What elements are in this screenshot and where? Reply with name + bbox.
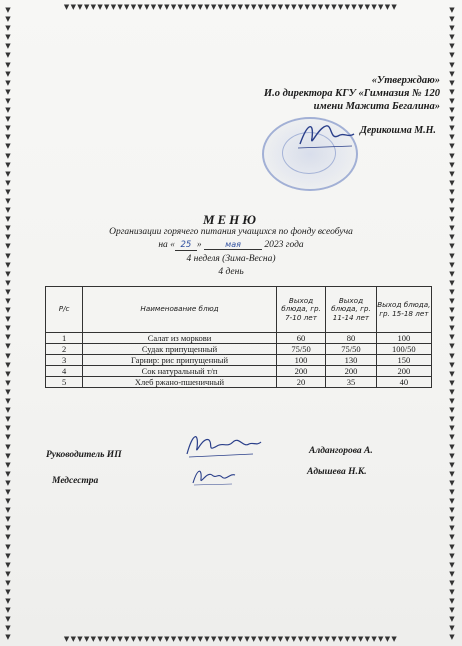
portion-11-14: 200 xyxy=(326,366,376,377)
portion-15-18: 40 xyxy=(376,377,431,388)
portion-11-14: 80 xyxy=(326,333,376,344)
page-title: МЕНЮ xyxy=(202,212,260,227)
portion-11-14: 130 xyxy=(326,355,376,366)
portion-15-18: 100/50 xyxy=(376,344,431,355)
portion-15-18: 200 xyxy=(376,366,431,377)
portion-15-18: 100 xyxy=(376,333,431,344)
portion-7-10: 100 xyxy=(276,355,325,366)
date-middle: » xyxy=(196,240,202,250)
dish-name: Сок натуральный т/п xyxy=(83,366,277,377)
portion-11-14: 35 xyxy=(326,377,376,388)
decorative-border-top: ▼▼▼▼▼▼▼▼▼▼▼▼▼▼▼▼▼▼▼▼▼▼▼▼▼▼▼▼▼▼▼▼▼▼▼▼▼▼▼▼▼▼▼▼▼▼▼▼▼▼ xyxy=(63,3,399,11)
date-line xyxy=(0,240,462,251)
portion-7-10: 200 xyxy=(276,366,325,377)
table-header-row xyxy=(46,287,432,333)
row-number: 4 xyxy=(46,366,83,377)
date-prefix: на « xyxy=(158,240,175,250)
nurse-name: Адышева Н.К. xyxy=(307,467,367,477)
decorative-border-left: ▼ ▼ ▼ ▼ ▼ ▼ ▼ ▼ ▼ ▼ ▼ ▼ ▼ ▼ ▼ ▼ ▼ ▼ ▼ ▼ ▼ ▼ ▼ ▼ ▼ ▼ ▼ ▼ ▼ ▼ ▼ ▼ ▼ ▼ ▼ ▼ ▼ ▼ ▼ ▼ ▼ ▼ ▼ ▼ ▼ ▼ ▼ ▼ ▼ ▼ ▼ ▼ ▼ ▼ ▼ ▼ ▼ ▼ ▼ ▼ ▼ ▼ ▼ ▼ ▼ ▼ ▼ ▼ ▼ ▼ xyxy=(5,6,11,642)
portion-7-10: 60 xyxy=(276,333,325,344)
dish-name: Салат из моркови xyxy=(83,333,277,344)
dish-name: Судак припущенный xyxy=(83,344,277,355)
date-year: 2023 года xyxy=(264,240,304,250)
dish-name: Гарнир: рис припущенный xyxy=(83,355,277,366)
row-number: 3 xyxy=(46,355,83,366)
table-row xyxy=(46,366,432,377)
dish-name: Хлеб ржано-пшеничный xyxy=(83,377,277,388)
week-line: 4 неделя (Зима-Весна) xyxy=(186,254,276,264)
approval-block xyxy=(210,74,440,113)
table-row xyxy=(46,344,432,355)
row-number: 2 xyxy=(46,344,83,355)
row-number: 1 xyxy=(46,333,83,344)
approve-organization: имени Мажита Бегалина» xyxy=(313,101,440,112)
date-month: мая xyxy=(204,240,262,250)
table-row xyxy=(46,333,432,344)
table-row xyxy=(46,377,432,388)
day-line: 4 день xyxy=(218,267,244,277)
row-number: 5 xyxy=(46,377,83,388)
approve-position: И.о директора КГУ «Гимназия № 120 xyxy=(263,88,440,99)
header-portion-11-14: Выход блюда, гр. 11-14 лет xyxy=(326,287,376,333)
portion-7-10: 20 xyxy=(276,377,325,388)
portion-7-10: 75/50 xyxy=(276,344,325,355)
subtitle: Организации горячего питания учащихся по фонду всеобуча xyxy=(109,227,353,237)
head-label: Руководитель ИП xyxy=(46,450,122,460)
director-name: Дерикошма М.Н. xyxy=(360,125,436,136)
head-name: Алдангорова А. xyxy=(309,446,373,456)
nurse-signature xyxy=(190,465,238,487)
decorative-border-bottom: ▼▼▼▼▼▼▼▼▼▼▼▼▼▼▼▼▼▼▼▼▼▼▼▼▼▼▼▼▼▼▼▼▼▼▼▼▼▼▼▼▼▼▼▼▼▼▼▼▼▼ xyxy=(63,635,399,643)
head-signature xyxy=(183,430,263,460)
decorative-border-right: ▼ ▼ ▼ ▼ ▼ ▼ ▼ ▼ ▼ ▼ ▼ ▼ ▼ ▼ ▼ ▼ ▼ ▼ ▼ ▼ ▼ ▼ ▼ ▼ ▼ ▼ ▼ ▼ ▼ ▼ ▼ ▼ ▼ ▼ ▼ ▼ ▼ ▼ ▼ ▼ ▼ ▼ ▼ ▼ ▼ ▼ ▼ ▼ ▼ ▼ ▼ ▼ ▼ ▼ ▼ ▼ ▼ ▼ ▼ ▼ ▼ ▼ ▼ ▼ ▼ ▼ ▼ ▼ ▼ ▼ xyxy=(449,6,455,642)
nurse-label: Медсестра xyxy=(52,476,99,486)
header-number: Р/с xyxy=(46,287,83,333)
header-portion-15-18: Выход блюда, гр. 15-18 лет xyxy=(376,287,431,333)
header-dish-name: Наименование блюд xyxy=(83,287,277,333)
table-row xyxy=(46,355,432,366)
menu-table xyxy=(45,286,432,388)
portion-15-18: 150 xyxy=(376,355,431,366)
header-portion-7-10: Выход блюда, гр. 7-10 лет xyxy=(276,287,325,333)
portion-11-14: 75/50 xyxy=(326,344,376,355)
date-day: 25 xyxy=(175,240,197,251)
approve-heading: «Утверждаю» xyxy=(371,75,440,86)
director-signature xyxy=(296,118,356,152)
